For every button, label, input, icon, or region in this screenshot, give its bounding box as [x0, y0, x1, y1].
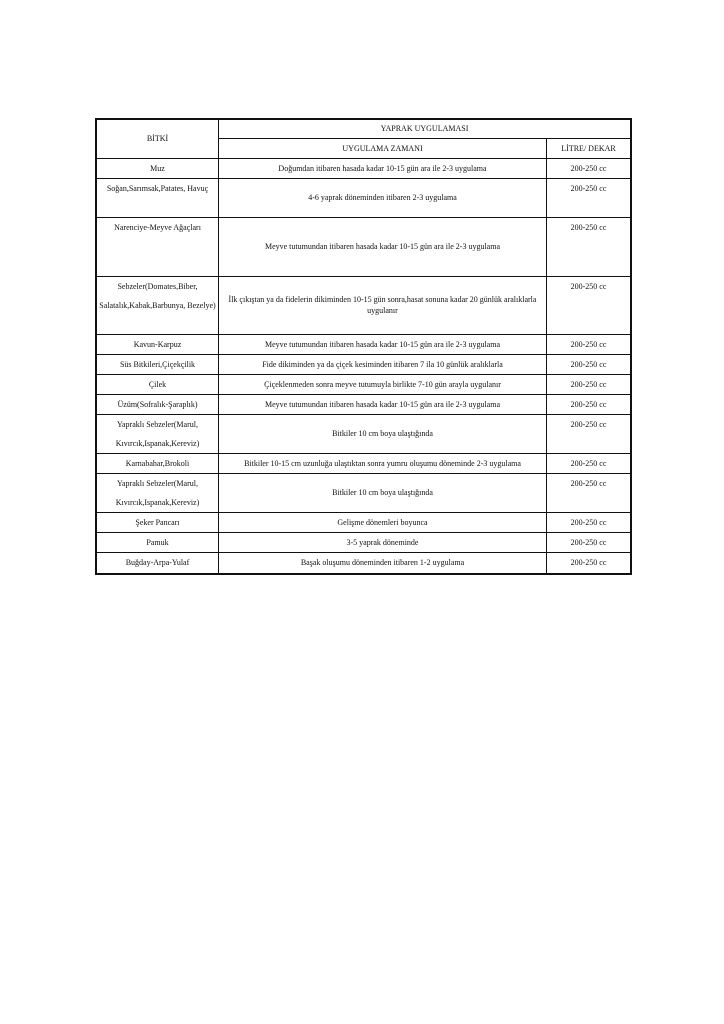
amount-cell: 200-250 cc — [547, 532, 632, 552]
application-time-cell: Meyve tutumundan itibaren hasada kadar 10-15 gün ara ile 2-3 uygulama — [219, 334, 547, 354]
amount-cell: 200-250 cc — [547, 414, 632, 453]
application-time-cell: Fide dikiminden ya da çiçek kesiminden itibaren 7 ila 10 günlük aralıklarla — [219, 354, 547, 374]
header-foliar-application: YAPRAK UYGULAMASI — [219, 119, 632, 138]
application-time-cell: Gelişme dönemleri boyunca — [219, 512, 547, 532]
table-row — [96, 552, 631, 574]
plant-cell: Narenciye-Meyve Ağaçları — [96, 217, 219, 276]
plant-cell: Karnabahar,Brokoli — [96, 453, 219, 473]
header-plant: BİTKİ — [96, 119, 219, 158]
foliar-application-table — [95, 118, 632, 575]
header-application-time: UYGULAMA ZAMANI — [219, 138, 547, 158]
application-time-cell: Bitkiler 10-15 cm uzunluğa ulaştıktan sonra yumru oluşumu döneminde 2-3 uygulama — [219, 453, 547, 473]
table-row — [96, 394, 631, 414]
table-row — [96, 512, 631, 532]
amount-cell: 200-250 cc — [547, 276, 632, 334]
plant-cell: Yapraklı Sebzeler(Marul, Kıvırcık,Ispanak,Kereviz) — [96, 473, 219, 512]
table-row — [96, 276, 631, 334]
amount-cell: 200-250 cc — [547, 158, 632, 178]
amount-cell: 200-250 cc — [547, 453, 632, 473]
plant-cell: Muz — [96, 158, 219, 178]
plant-cell: Sebzeler(Domates,Biber, Salatalık,Kabak,Barbunya, Bezelye) — [96, 276, 219, 334]
amount-cell: 200-250 cc — [547, 512, 632, 532]
table-row — [96, 217, 631, 276]
application-time-cell: Meyve tutumundan itibaren hasada kadar 10-15 gün ara ile 2-3 uygulama — [219, 217, 547, 276]
table-row — [96, 473, 631, 512]
plant-cell: Soğan,Sarımsak,Patates, Havuç — [96, 178, 219, 217]
table-row — [96, 334, 631, 354]
application-time-cell: Bitkiler 10 cm boya ulaştığında — [219, 414, 547, 453]
table-body — [96, 158, 631, 574]
table-row — [96, 532, 631, 552]
amount-cell: 200-250 cc — [547, 354, 632, 374]
amount-cell: 200-250 cc — [547, 217, 632, 276]
amount-cell: 200-250 cc — [547, 552, 632, 574]
amount-cell: 200-250 cc — [547, 334, 632, 354]
application-time-cell: 3-5 yaprak döneminde — [219, 532, 547, 552]
amount-cell: 200-250 cc — [547, 178, 632, 217]
header-liter-per-decare: LİTRE/ DEKAR — [547, 138, 632, 158]
amount-cell: 200-250 cc — [547, 374, 632, 394]
table-row — [96, 453, 631, 473]
amount-cell: 200-250 cc — [547, 473, 632, 512]
application-time-cell: Başak oluşumu döneminden itibaren 1-2 uygulama — [219, 552, 547, 574]
application-time-cell: 4-6 yaprak döneminden itibaren 2-3 uygulama — [219, 178, 547, 217]
table-row — [96, 178, 631, 217]
plant-cell: Kavun-Karpuz — [96, 334, 219, 354]
plant-cell: Yapraklı Sebzeler(Marul, Kıvırcık,Ispanak,Kereviz) — [96, 414, 219, 453]
plant-cell: Üzüm(Sofralık-Şaraplık) — [96, 394, 219, 414]
plant-cell: Çilek — [96, 374, 219, 394]
application-time-cell: İlk çıkıştan ya da fidelerin dikiminden 10-15 gün sonra,hasat sonuna kadar 20 günlük aralıklarla uygulanır — [219, 276, 547, 334]
table-row — [96, 158, 631, 178]
plant-cell: Buğday-Arpa-Yulaf — [96, 552, 219, 574]
amount-cell: 200-250 cc — [547, 394, 632, 414]
application-time-cell: Meyve tutumundan itibaren hasada kadar 10-15 gün ara ile 2-3 uygulama — [219, 394, 547, 414]
table-row — [96, 354, 631, 374]
table-row — [96, 414, 631, 453]
plant-cell: Süs Bitkileri,Çiçekçilik — [96, 354, 219, 374]
application-time-cell: Doğumdan itibaren hasada kadar 10-15 gün ara ile 2-3 uygulama — [219, 158, 547, 178]
plant-cell: Pamuk — [96, 532, 219, 552]
application-time-cell: Bitkiler 10 cm boya ulaştığında — [219, 473, 547, 512]
application-time-cell: Çiçeklenmeden sonra meyve tutumuyla birlikte 7-10 gün arayla uygulanır — [219, 374, 547, 394]
plant-cell: Şeker Pancarı — [96, 512, 219, 532]
table-row — [96, 374, 631, 394]
